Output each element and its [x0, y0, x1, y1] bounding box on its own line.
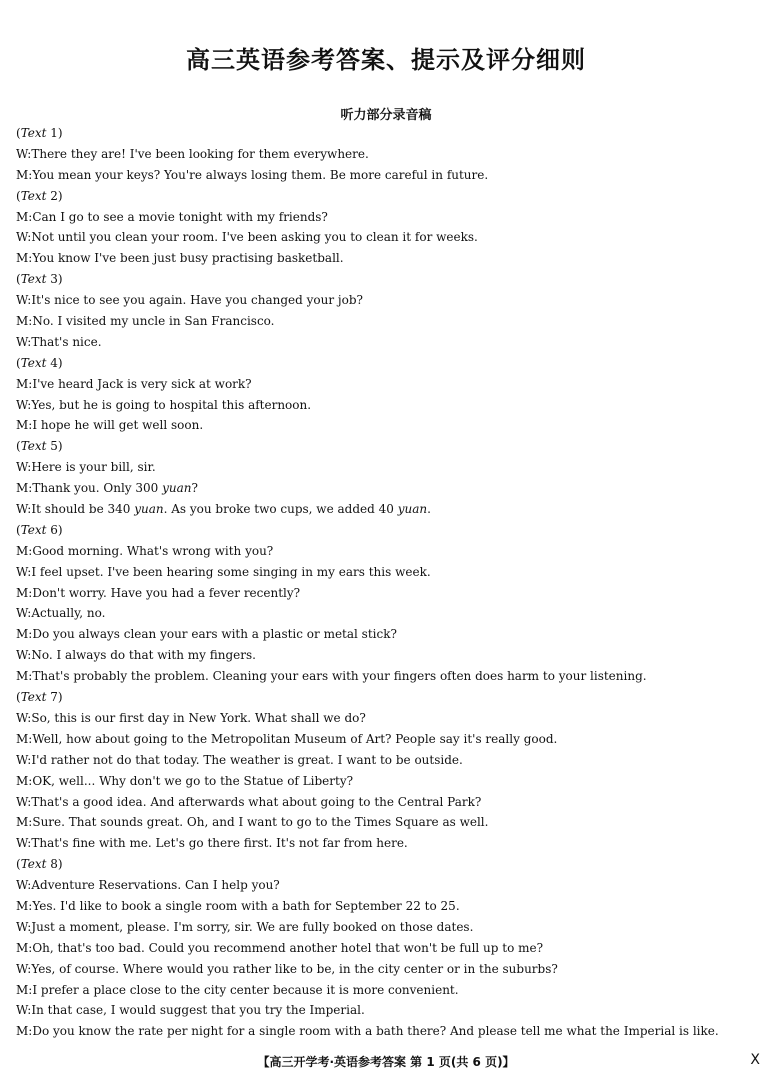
- dialogue-line: [16, 812, 756, 833]
- dialogue-line: [16, 165, 756, 186]
- speaker-label: M:: [16, 627, 33, 642]
- utterance-text: It's nice to see you again. Have you changed your job?: [31, 293, 363, 308]
- utterance-text: Do you know the rate per night for a single room with a bath there? And please tell me what the Imperial is like.: [32, 1024, 719, 1039]
- text-marker: [16, 854, 756, 875]
- utterance-text: Oh, that's too bad. Could you recommend another hotel that won't be full up to me?: [32, 940, 544, 955]
- utterance-text: Yes, but he is going to hospital this afternoon.: [31, 397, 312, 412]
- speaker-label: M:: [16, 543, 33, 558]
- speaker-label: M:: [16, 773, 33, 788]
- speaker-label: M:: [16, 376, 33, 391]
- utterance-text: Do you always clean your ears with a plastic or metal stick?: [32, 627, 397, 642]
- text-marker-label: (Text 7): [16, 690, 63, 705]
- document-title: 高三英语参考答案、提示及评分细则: [186, 45, 586, 74]
- text-marker: [16, 123, 756, 144]
- speaker-label: M:: [16, 481, 33, 496]
- utterance-text: Adventure Reservations. Can I help you?: [31, 878, 280, 893]
- dialogue-line: [16, 938, 756, 959]
- utterance-text: Yes, of course. Where would you rather like to be, in the city center or in the suburbs?: [31, 961, 558, 976]
- speaker-label: M:: [16, 167, 33, 182]
- utterance-text: Just a moment, please. I'm sorry, sir. We are fully booked on those dates.: [31, 919, 474, 934]
- text-marker-label: (Text 6): [16, 522, 63, 537]
- dialogue-line: [16, 311, 756, 332]
- text-marker-label: (Text 4): [16, 355, 63, 370]
- dialogue-line: [16, 666, 756, 687]
- speaker-label: W:: [16, 961, 32, 976]
- dialogue-line: [16, 583, 756, 604]
- utterance-text: There they are! I've been looking for them everywhere.: [31, 146, 369, 161]
- speaker-label: M:: [16, 940, 33, 955]
- dialogue-line: [16, 603, 756, 624]
- dialogue-line: [16, 771, 756, 792]
- speaker-label: W:: [16, 836, 32, 851]
- transcript: [16, 123, 756, 1042]
- speaker-label: M:: [16, 1024, 33, 1039]
- text-marker-label: (Text 2): [16, 188, 63, 203]
- utterance-text: No. I visited my uncle in San Francisco.: [32, 314, 275, 329]
- dialogue-line: [16, 415, 756, 436]
- dialogue-line: [16, 708, 756, 729]
- utterance-text: That's probably the problem. Cleaning your ears with your fingers often does harm to your listening.: [32, 669, 647, 684]
- utterance-text: In that case, I would suggest that you try the Imperial.: [31, 1003, 365, 1018]
- speaker-label: M:: [16, 898, 33, 913]
- utterance-text: Thank you. Only 300 yuan?: [32, 481, 198, 496]
- dialogue-line: [16, 562, 756, 583]
- speaker-label: W:: [16, 293, 32, 308]
- dialogue-line: [16, 374, 756, 395]
- utterance-text: So, this is our first day in New York. What shall we do?: [31, 710, 366, 725]
- utterance-text: Not until you clean your room. I've been asking you to clean it for weeks.: [31, 230, 478, 245]
- speaker-label: W:: [16, 919, 32, 934]
- speaker-label: M:: [16, 314, 33, 329]
- text-marker-label: (Text 1): [16, 126, 63, 140]
- utterance-text: Actually, no.: [31, 606, 106, 621]
- speaker-label: W:: [16, 878, 32, 893]
- utterance-text: Sure. That sounds great. Oh, and I want to go to the Times Square as well.: [32, 815, 489, 830]
- utterance-text: Yes. I'd like to book a single room with a bath for September 22 to 25.: [32, 898, 460, 913]
- utterance-text: You mean your keys? You're always losing them. Be more careful in future.: [32, 167, 489, 182]
- speaker-label: W:: [16, 397, 32, 412]
- utterance-text: I'd rather not do that today. The weather is great. I want to be outside.: [31, 752, 463, 767]
- dialogue-line: [16, 959, 756, 980]
- speaker-label: W:: [16, 648, 32, 663]
- dialogue-line: [16, 144, 756, 165]
- speaker-label: W:: [16, 146, 32, 161]
- speaker-label: W:: [16, 794, 32, 809]
- dialogue-line: [16, 541, 756, 562]
- dialogue-line: [16, 896, 756, 917]
- speaker-label: W:: [16, 564, 32, 579]
- dialogue-line: [16, 332, 756, 353]
- utterance-text: Can I go to see a movie tonight with my friends?: [32, 209, 328, 224]
- utterance-text: Good morning. What's wrong with you?: [32, 543, 274, 558]
- dialogue-line: [16, 457, 756, 478]
- text-marker-label: (Text 5): [16, 439, 63, 454]
- dialogue-line: [16, 207, 756, 228]
- section-subtitle: 听力部分录音稿: [340, 108, 432, 123]
- utterance-text: That's fine with me. Let's go there first. It's not far from here.: [31, 836, 408, 851]
- utterance-text: That's a good idea. And afterwards what about going to the Central Park?: [31, 794, 482, 809]
- text-marker: [16, 269, 756, 290]
- dialogue-line: [16, 227, 756, 248]
- utterance-text: That's nice.: [31, 334, 102, 349]
- speaker-label: M:: [16, 209, 33, 224]
- speaker-label: M:: [16, 815, 33, 830]
- speaker-label: W:: [16, 606, 32, 621]
- dialogue-line: [16, 1021, 756, 1042]
- dialogue-line: [16, 248, 756, 269]
- utterance-text: I hope he will get well soon.: [32, 418, 204, 433]
- dialogue-line: [16, 729, 756, 750]
- utterance-text: You know I've been just busy practising basketball.: [32, 251, 344, 266]
- speaker-label: W:: [16, 1003, 32, 1018]
- speaker-label: M:: [16, 982, 33, 997]
- speaker-label: W:: [16, 230, 32, 245]
- speaker-label: W:: [16, 752, 32, 767]
- text-marker-label: (Text 3): [16, 272, 63, 287]
- speaker-label: W:: [16, 710, 32, 725]
- dialogue-line: [16, 917, 756, 938]
- text-marker-label: (Text 8): [16, 857, 63, 872]
- utterance-text: I feel upset. I've been hearing some singing in my ears this week.: [31, 564, 431, 579]
- text-marker: [16, 186, 756, 207]
- speaker-label: M:: [16, 731, 33, 746]
- dialogue-line: [16, 395, 756, 416]
- text-marker: [16, 436, 756, 457]
- dialogue-line: [16, 624, 756, 645]
- utterance-text: Here is your bill, sir.: [31, 460, 156, 475]
- dialogue-line: [16, 833, 756, 854]
- speaker-label: M:: [16, 418, 33, 433]
- utterance-text: OK, well... Why don't we go to the Statue of Liberty?: [32, 773, 354, 788]
- dialogue-line: [16, 499, 756, 520]
- dialogue-line: [16, 1000, 756, 1021]
- utterance-text: I prefer a place close to the city center because it is more convenient.: [32, 982, 459, 997]
- speaker-label: W:: [16, 460, 32, 475]
- dialogue-line: [16, 875, 756, 896]
- corner-mark: X: [750, 1052, 760, 1068]
- utterance-text: I've heard Jack is very sick at work?: [32, 376, 252, 391]
- dialogue-line: [16, 478, 756, 499]
- speaker-label: M:: [16, 585, 33, 600]
- dialogue-line: [16, 792, 756, 813]
- dialogue-line: [16, 750, 756, 771]
- speaker-label: M:: [16, 669, 33, 684]
- speaker-label: M:: [16, 251, 33, 266]
- dialogue-line: [16, 645, 756, 666]
- utterance-text: It should be 340 yuan. As you broke two cups, we added 40 yuan.: [31, 502, 431, 517]
- text-marker: [16, 353, 756, 374]
- speaker-label: W:: [16, 334, 32, 349]
- text-marker: [16, 520, 756, 541]
- dialogue-line: [16, 980, 756, 1001]
- utterance-text: Well, how about going to the Metropolitan Museum of Art? People say it's really good.: [32, 731, 558, 746]
- utterance-text: Don't worry. Have you had a fever recently?: [32, 585, 301, 600]
- utterance-text: No. I always do that with my fingers.: [31, 648, 256, 663]
- text-marker: [16, 687, 756, 708]
- dialogue-line: [16, 290, 756, 311]
- page-footer: 【高三开学考·英语参考答案 第 1 页(共 6 页)】: [257, 1055, 515, 1069]
- speaker-label: W:: [16, 502, 32, 517]
